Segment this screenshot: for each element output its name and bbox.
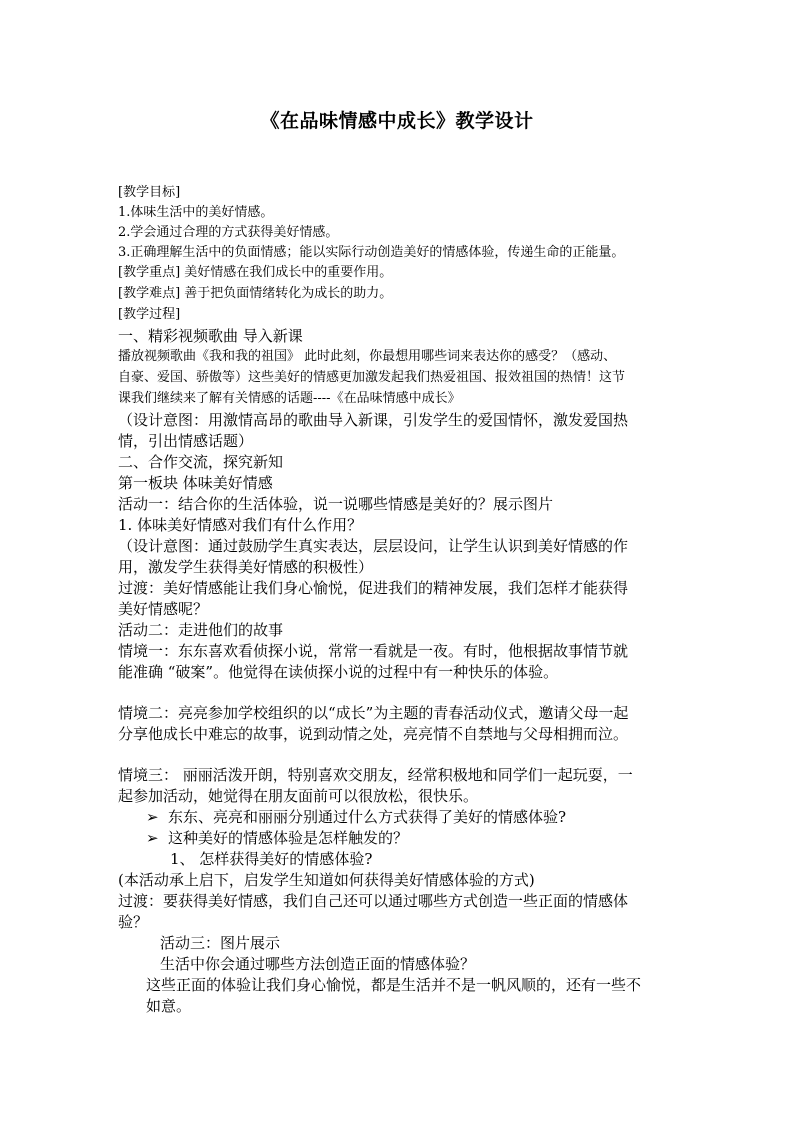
body-line: 课我们继续来了解有关情感的话题----《在品味情感中成长》 <box>118 391 461 406</box>
body-line: 第一板块 体味美好情感 <box>118 474 273 492</box>
body-line: 活动三：图片展示 <box>160 934 281 952</box>
body-line: 自豪、爱国、骄傲等）这些美好的情感更加激发起我们热爱祖国、报效祖国的热情！这节 <box>118 370 626 385</box>
objective-item: 3.正确理解生活中的负面情感；能以实际行动创造美好的情感体验，传递生命的正能量。 <box>118 245 625 260</box>
body-line: 能准确 “破案”。他觉得在读侦探小说的过程中有一种快乐的体验。 <box>118 663 559 681</box>
body-line: （设计意图：通过鼓励学生真实表达，层层设问，让学生认识到美好情感的作 <box>118 537 629 555</box>
objective-item: 1.体味生活中的美好情感。 <box>118 205 274 220</box>
body-line: 情境三： 丽丽活泼开朗，特别喜欢交朋友，经常积极地和同学们一起玩耍，一 <box>118 766 633 784</box>
bullet-text: 东东、亮亮和丽丽分别通过什么方式获得了美好的情感体验? <box>168 808 567 826</box>
body-line: 验？ <box>118 913 149 931</box>
body-line: 分享他成长中难忘的故事，说到动情之处，亮亮情不自禁地与父母相拥而泣。 <box>118 725 629 743</box>
body-line: 起参加活动，她觉得在朋友面前可以很放松，很快乐。 <box>118 787 479 805</box>
document-title: 《在品味情感中成长》教学设计 <box>260 110 534 132</box>
body-line: 用，激发学生获得美好情感的积极性） <box>118 558 374 576</box>
body-line: 美好情感呢？ <box>118 600 209 618</box>
arrow-bullet-icon: ➢ <box>146 829 159 847</box>
body-line: 情，引出情感话题） <box>118 432 254 450</box>
objective-item: 2.学会通过合理的方式获得美好情感。 <box>118 225 339 240</box>
body-line: 生活中你会通过哪些方法创造正面的情感体验？ <box>160 955 476 973</box>
key-point-line: [教学重点] 美好情感在我们成长中的重要作用。 <box>118 265 393 280</box>
section-heading-objectives: [教学目标] <box>118 185 181 200</box>
body-line: 一、精彩视频歌曲 导入新课 <box>118 327 303 345</box>
difficulty-line: [教学难点] 善于把负面情绪转化为成长的助力。 <box>118 286 393 301</box>
body-line: 这些正面的体验让我们身心愉悦，都是生活并不是一帆风顺的，还有一些不 <box>146 976 642 994</box>
body-line: 情境二：亮亮参加学校组织的以“成长”为主题的青春活动仪式，邀请父母一起 <box>118 704 629 722</box>
bullet-item <box>146 828 408 848</box>
body-line: 活动一：结合你的生活体验，说一说哪些情感是美好的？展示图片 <box>118 495 554 513</box>
bullet-item <box>146 807 566 827</box>
bullet-text: 这种美好的情感体验是怎样触发的？ <box>168 829 409 847</box>
body-line: 1. 体味美好情感对我们有什么作用？ <box>118 516 363 534</box>
body-line: 活动二：走进他们的故事 <box>118 621 284 639</box>
body-line: 过渡：美好情感能让我们身心愉悦，促进我们的精神发展，我们怎样才能获得 <box>118 579 629 597</box>
body-line: 如意。 <box>146 997 192 1015</box>
body-line: （设计意图：用激情高昂的歌曲导入新课，引发学生的爱国情怀，激发爱国热 <box>118 411 629 429</box>
body-line: 过渡：要获得美好情感，我们自己还可以通过哪些方式创造一些正面的情感体 <box>118 892 629 910</box>
arrow-bullet-icon: ➢ <box>146 808 159 826</box>
body-line: 1、 怎样获得美好的情感体验? <box>170 850 373 868</box>
body-line: 二、合作交流，探究新知 <box>118 453 284 471</box>
section-heading-process: [教学过程] <box>118 307 181 322</box>
body-line: (本活动承上启下，启发学生知道如何获得美好情感体验的方式) <box>118 871 535 889</box>
body-line: 情境一：东东喜欢看侦探小说，常常一看就是一夜。有时，他根据故事情节就 <box>118 642 629 660</box>
body-line: 播放视频歌曲《我和我的祖国》 此时此刻，你最想用哪些词来表达你的感受？（感动、 <box>118 349 617 364</box>
